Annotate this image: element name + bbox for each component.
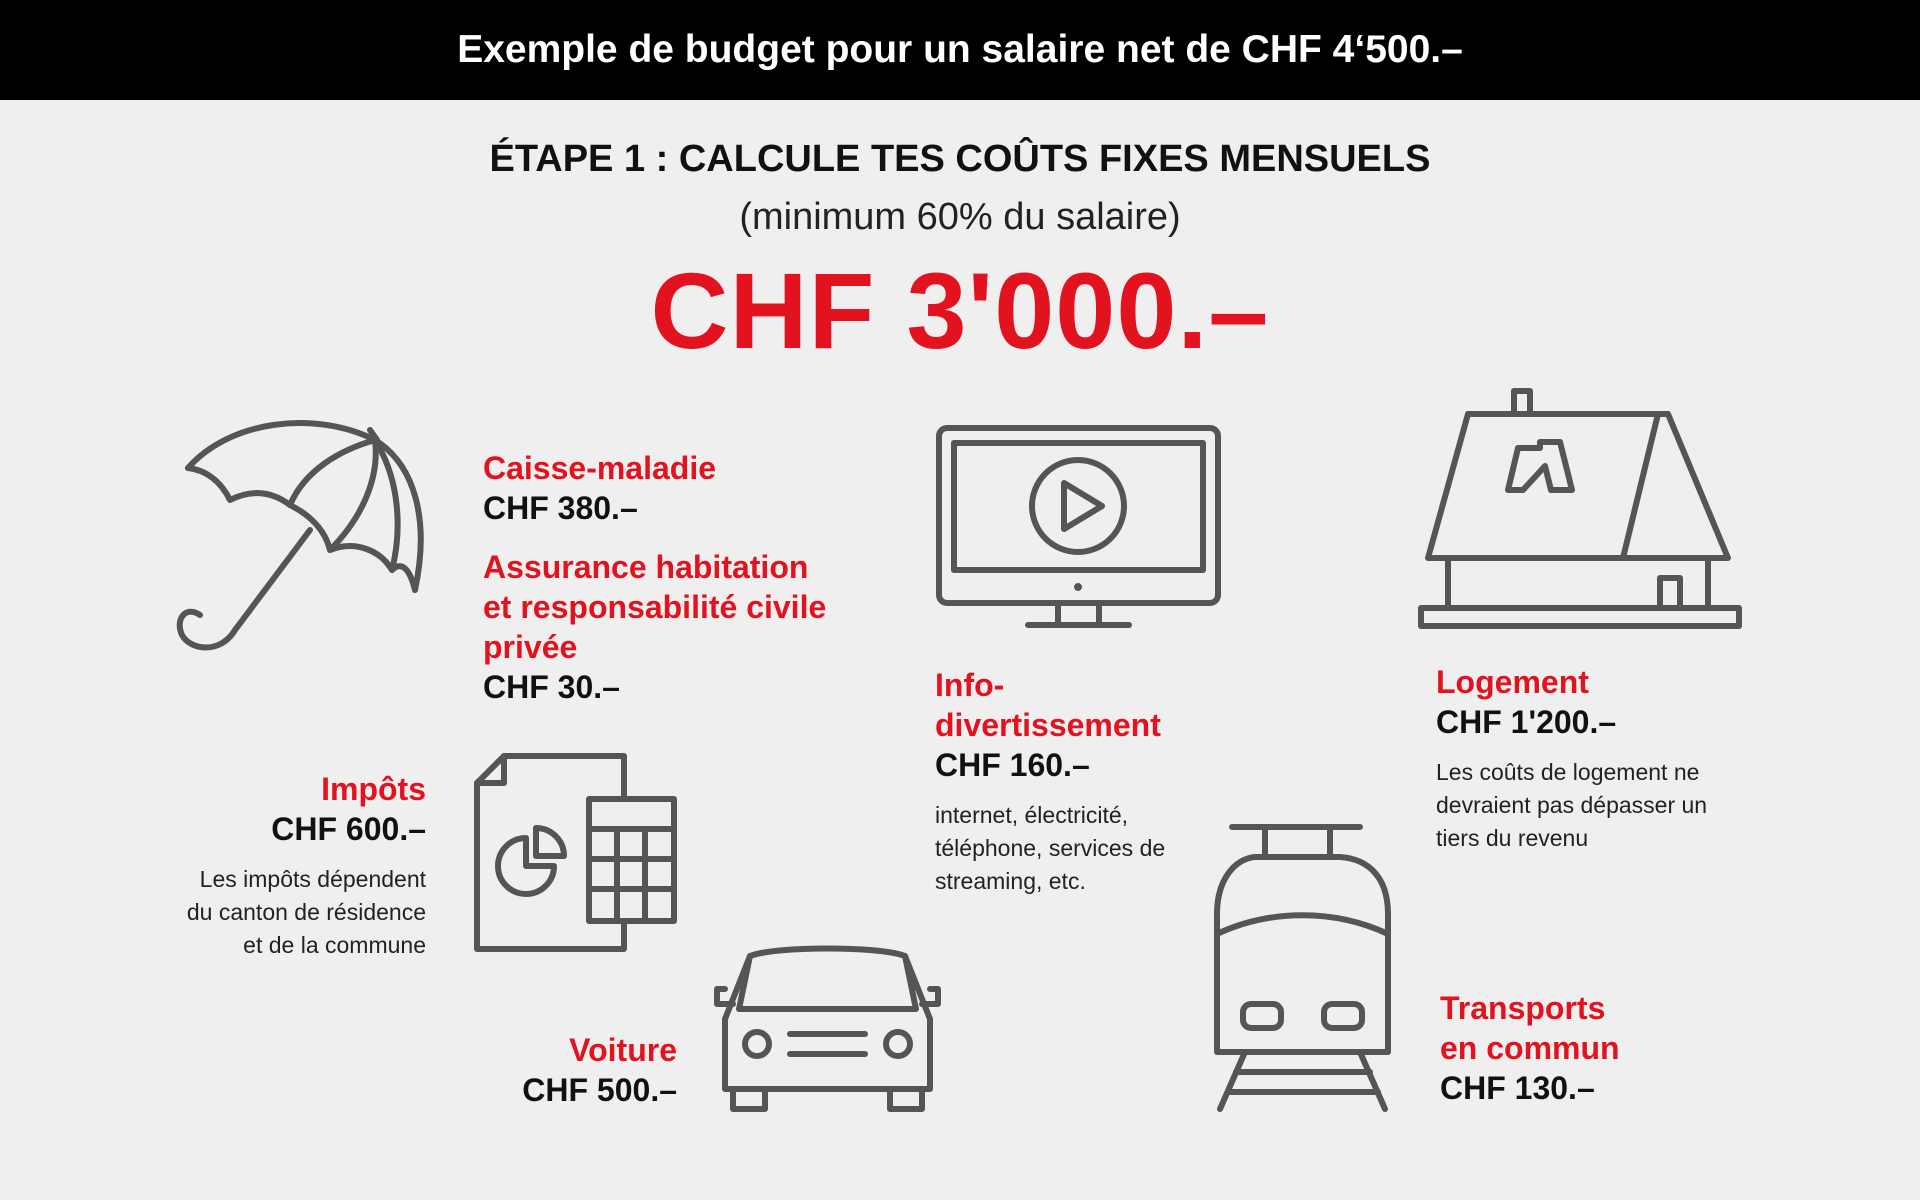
transport-block [1440, 988, 1620, 1108]
housing-amount: CHF 1'200.– [1436, 704, 1617, 740]
car-label: Voiture [569, 1032, 677, 1068]
media-note [935, 799, 1165, 898]
taxes-label: Impôts [321, 771, 426, 807]
taxes-note-line1: Les impôts dépendent [199, 866, 426, 892]
home-insurance-block [483, 547, 826, 707]
health-insurance-block [483, 448, 716, 528]
home-insurance-label-line1: Assurance habitation [483, 549, 809, 585]
umbrella-icon [170, 410, 440, 670]
media-amount: CHF 160.– [935, 747, 1090, 783]
house-icon [1418, 386, 1743, 632]
home-insurance-label-line2: et responsabilité civile [483, 589, 827, 625]
taxes-block [187, 769, 426, 962]
taxes-note-line3: et de la commune [243, 932, 426, 958]
housing-block [1436, 662, 1707, 855]
total-amount: CHF 3'000.– [650, 250, 1270, 371]
media-label-line2: divertissement [935, 707, 1161, 743]
media-label-line1: Info- [935, 667, 1005, 703]
monitor-play-icon [936, 425, 1221, 630]
housing-note [1436, 756, 1707, 855]
car-block [522, 1030, 677, 1110]
housing-label: Logement [1436, 664, 1589, 700]
media-block [935, 665, 1165, 898]
car-amount: CHF 500.– [522, 1072, 677, 1108]
home-insurance-label-line3: privée [483, 629, 578, 665]
transport-amount: CHF 130.– [1440, 1070, 1595, 1106]
taxes-note [187, 863, 426, 962]
media-note-line2: téléphone, services de [935, 835, 1166, 861]
media-note-line1: internet, électricité, [935, 802, 1129, 828]
transport-label-line2: en commun [1440, 1030, 1620, 1066]
media-note-line3: streaming, etc. [935, 868, 1086, 894]
header-title: Exemple de budget pour un salaire net de CHF 4‘500.– [0, 0, 1920, 100]
taxes-note-line2: du canton de résidence [186, 899, 426, 925]
housing-note-line3: tiers du revenu [1436, 825, 1589, 851]
spreadsheet-document-icon [474, 753, 674, 953]
housing-note-line2: devraient pas dépasser un [1436, 792, 1708, 818]
train-icon [1210, 824, 1395, 1114]
step-subtitle: (minimum 60% du salaire) [739, 196, 1181, 238]
health-insurance-amount: CHF 380.– [483, 490, 638, 526]
step-title: ÉTAPE 1 : CALCULE TES COÛTS FIXES MENSUELS [489, 138, 1431, 180]
home-insurance-amount: CHF 30.– [483, 669, 620, 705]
housing-note-line1: Les coûts de logement ne [1436, 759, 1700, 785]
taxes-amount: CHF 600.– [271, 811, 426, 847]
health-insurance-label: Caisse-maladie [483, 450, 717, 486]
car-icon [715, 944, 940, 1114]
transport-label-line1: Transports [1440, 990, 1606, 1026]
